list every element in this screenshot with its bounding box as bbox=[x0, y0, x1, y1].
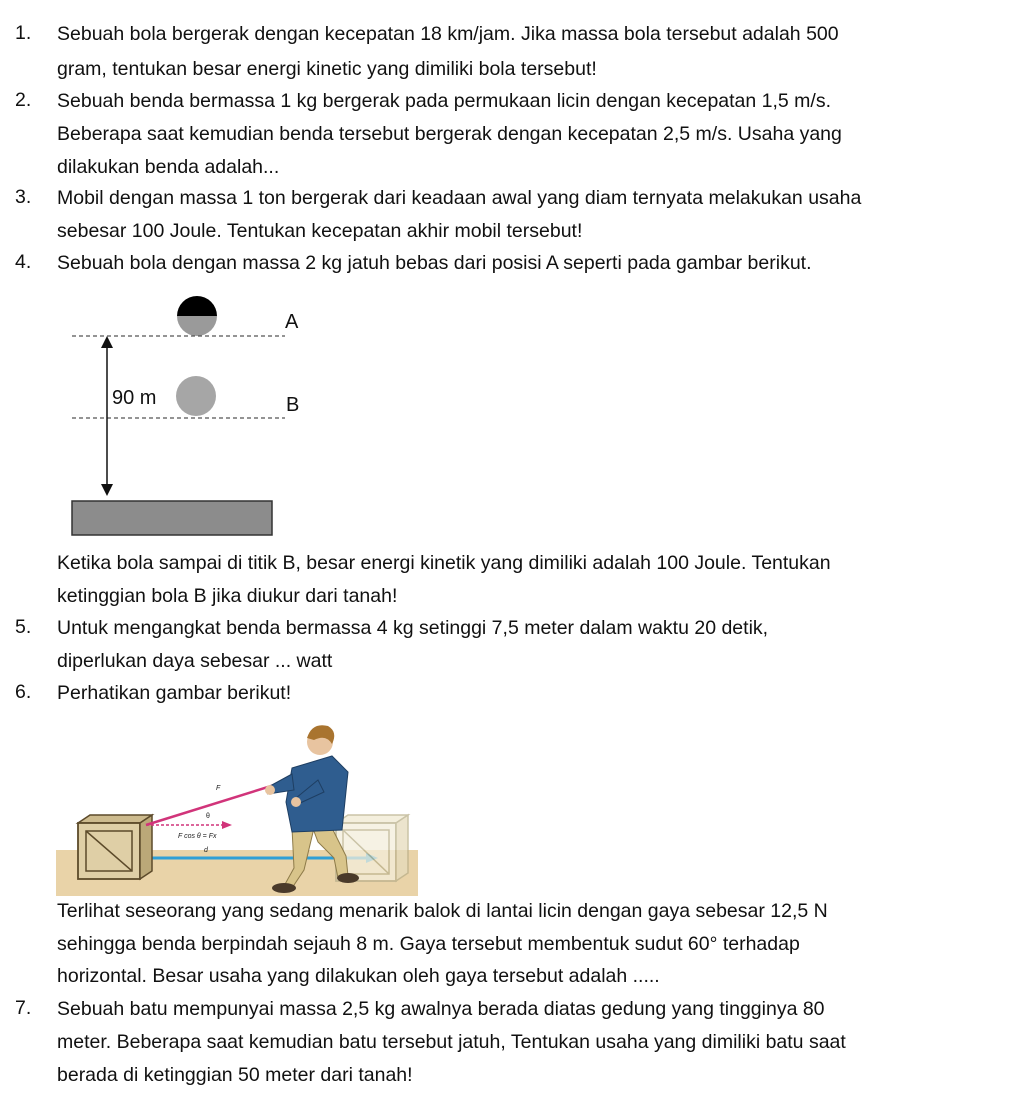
force-vector bbox=[146, 782, 284, 825]
question-number: 2. bbox=[15, 89, 32, 111]
question-text-line: Sebuah bola dengan massa 2 kg jatuh bebas dari posisi A seperti pada gambar berikut. bbox=[57, 252, 812, 274]
label-displacement: d bbox=[204, 847, 208, 854]
arrow-down-icon bbox=[101, 484, 113, 496]
question-text-line: gram, tentukan besar energi kinetic yang dimiliki bola tersebut! bbox=[57, 58, 597, 80]
question-text-line: dilakukan benda adalah... bbox=[57, 156, 280, 178]
question-text-line: Sebuah bola bergerak dengan kecepatan 18 km/jam. Jika massa bola tersebut adalah 500 bbox=[57, 23, 839, 45]
question-text-line: meter. Beberapa saat kemudian batu tersebut jatuh, Tentukan usaha yang dimiliki batu saat bbox=[57, 1031, 846, 1053]
question-text-line: Beberapa saat kemudian benda tersebut bergerak dengan kecepatan 2,5 m/s. Usaha yang bbox=[57, 123, 842, 145]
force-x-arrowhead-icon bbox=[222, 821, 232, 829]
question-number: 6. bbox=[15, 681, 32, 703]
question-text-line: sebesar 100 Joule. Tentukan kecepatan akhir mobil tersebut! bbox=[57, 220, 583, 242]
pulling-figure bbox=[56, 710, 418, 896]
free-fall-figure bbox=[70, 285, 310, 545]
question-text-line: berada di ketinggian 50 meter dari tanah! bbox=[57, 1064, 413, 1086]
question-text-line: horizontal. Besar usaha yang dilakukan oleh gaya tersebut adalah ..... bbox=[57, 965, 660, 987]
label-angle: θ bbox=[206, 813, 210, 820]
label-b: B bbox=[286, 394, 300, 416]
ball-a bbox=[177, 296, 217, 336]
label-force: F bbox=[216, 785, 221, 792]
question-text-line: Ketika bola sampai di titik B, besar energi kinetik yang dimiliki adalah 100 Joule. Tentukan bbox=[57, 552, 831, 574]
question-text-line: sehingga benda berpindah sejauh 8 m. Gaya tersebut membentuk sudut 60° terhadap bbox=[57, 933, 800, 955]
height-label: 90 m bbox=[112, 387, 157, 409]
question-number: 1. bbox=[15, 22, 32, 44]
question-number: 5. bbox=[15, 616, 32, 638]
question-number: 3. bbox=[15, 186, 32, 208]
question-text-line: Sebuah benda bermassa 1 kg bergerak pada permukaan licin dengan kecepatan 1,5 m/s. bbox=[57, 90, 832, 112]
label-component: F cos θ = Fx bbox=[178, 833, 217, 840]
question-text-line: Sebuah batu mempunyai massa 2,5 kg awalnya berada diatas gedung yang tingginya 80 bbox=[57, 998, 825, 1020]
label-a: A bbox=[285, 311, 299, 333]
ball-b bbox=[176, 376, 216, 416]
arrow-up-icon bbox=[101, 336, 113, 348]
question-text-line: diperlukan daya sebesar ... watt bbox=[57, 650, 333, 672]
question-number: 4. bbox=[15, 251, 32, 273]
question-text-line: ketinggian bola B jika diukur dari tanah! bbox=[57, 585, 398, 607]
question-text-line: Untuk mengangkat benda bermassa 4 kg setinggi 7,5 meter dalam waktu 20 detik, bbox=[57, 617, 769, 639]
question-text-line: Terlihat seseorang yang sedang menarik balok di lantai licin dengan gaya sebesar 12,5 N bbox=[57, 900, 828, 922]
ground-block bbox=[72, 501, 272, 535]
crate-left bbox=[78, 815, 152, 879]
question-number: 7. bbox=[15, 997, 32, 1019]
question-text-line: Mobil dengan massa 1 ton bergerak dari keadaan awal yang diam ternyata melakukan usaha bbox=[57, 187, 862, 209]
question-text-line: Perhatikan gambar berikut! bbox=[57, 682, 292, 704]
